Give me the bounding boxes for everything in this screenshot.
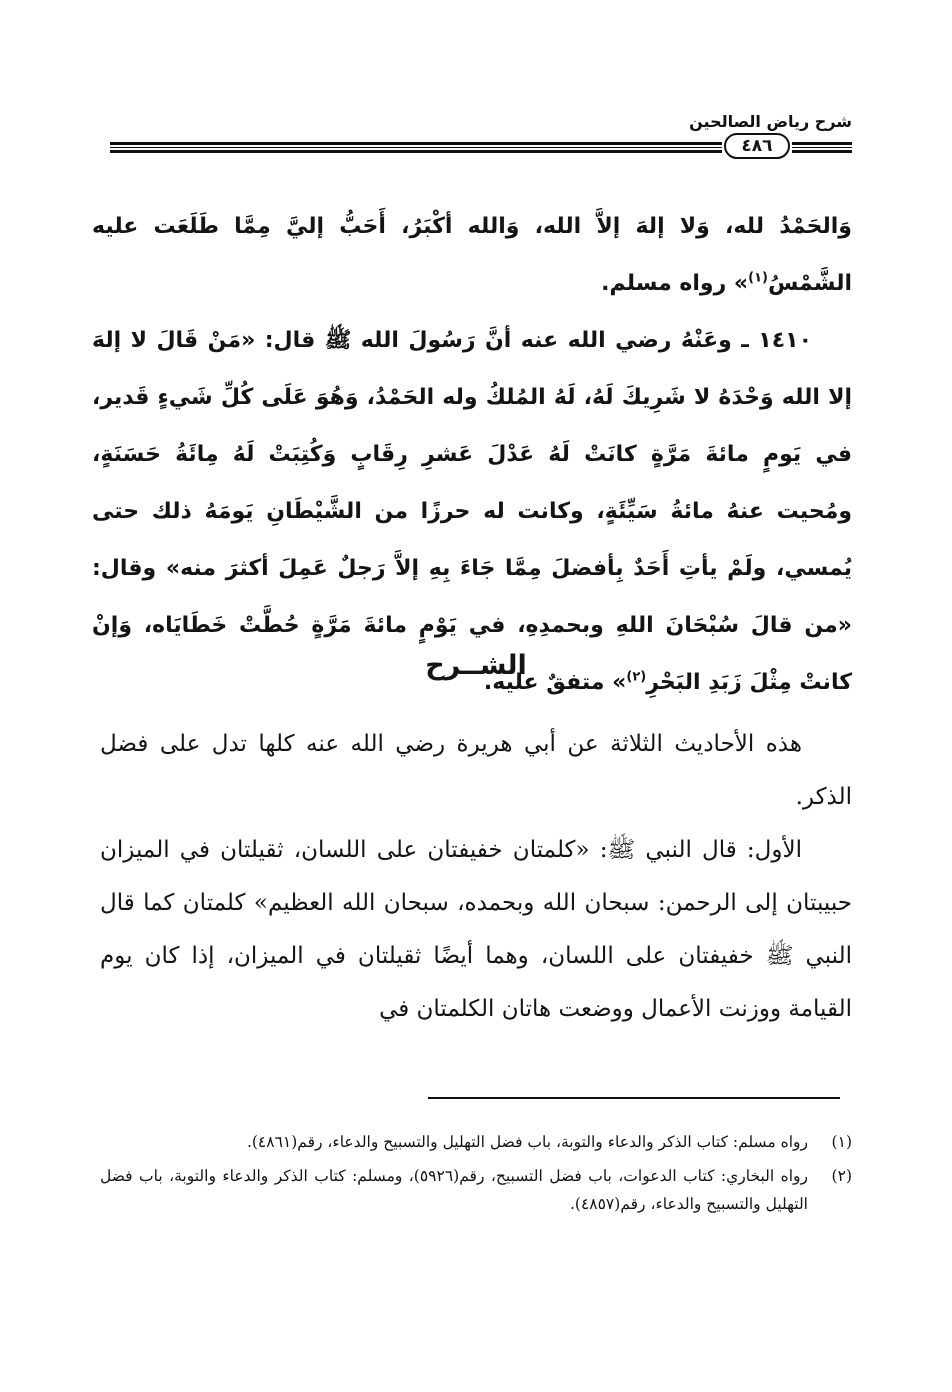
footnote-divider — [428, 1097, 840, 1099]
footnote-number: (١) — [831, 1133, 852, 1151]
footnote-text: رواه البخاري: كتاب الدعوات، باب فضل التسبيح، رقم(٥٩٢٦)، ومسلم: كتاب الذكر والدعاء والتوبة، باب فضل التهليل والتسبيح والدعاء، رقم(٤٨٥٧). — [100, 1167, 808, 1213]
footnotes — [100, 1128, 852, 1224]
header-rule-right — [792, 136, 852, 158]
book-title: شرح رياض الصالحين — [689, 112, 852, 131]
footnote-ref[interactable]: (٢) — [626, 669, 647, 685]
footnote-number: (٢) — [831, 1167, 852, 1185]
section-title: الشــرح — [425, 650, 527, 681]
commentary-paragraph: هذه الأحاديث الثلاثة عن أبي هريرة رضي الله عنه كلها تدل على فضل الذكر. — [100, 731, 852, 810]
footnote-item — [100, 1128, 852, 1156]
hadith-paragraph: وَالحَمْدُ لله، وَلا إلهَ إلاَّ الله، وَالله أكْبَرُ، أَحَبُّ إليَّ مِمَّا طَلَعَت عليه الشَّمْسُ$^{(١)}$» رواه مسلم. — [92, 214, 852, 296]
footnote-ref[interactable]: (١) — [748, 270, 768, 286]
page-number: ٤٨٦ — [724, 133, 790, 159]
hadith-paragraph: ١٤١٠ ـ وعَنْهُ رضي الله عنه أنَّ رَسُولَ الله ﷺ قال: «مَنْ قَالَ لا إلهَ إلا الله وَحْدَهُ لا شَرِيكَ لَهُ، لَهُ المُلكُ وله الحَمْدُ، وَهُوَ عَلَى كُلِّ شَيءٍ قَدير، في يَومٍ مائةَ مَرَّةٍ كانَتْ لَهُ عَدْلَ عَشرِ رِقَابٍ وَكُتِبَتْ لَهُ مِائَةُ حَسَنَةٍ، ومُحيت عنهُ مائةُ سَيِّئَةٍ، وكانت له حرزًا من الشَّيْطَانِ يَومَهُ ذلك حتى يُمسي، ولَمْ يأتِ أَحَدٌ بِأفضلَ مِمَّا جَاءَ بِهِ إلاَّ رَجلٌ عَمِلَ أكثرَ منه» وقال: «من قالَ سُبْحَانَ اللهِ وبحمدِهِ، في يَوْمٍ مائةَ مَرَّةٍ حُطَّتْ خَطَايَاه، وَإنْ كانتْ مِثْلَ زَبَدِ البَحْرِ$^{(٢)}$» متفقٌ عليه. — [92, 328, 852, 695]
commentary-text — [100, 718, 852, 1036]
header-rule-left — [110, 136, 722, 158]
commentary-paragraph: الأول: قال النبي ﷺ: «كلمتان خفيفتان على اللسان، ثقيلتان في الميزان حبيبتان إلى الرحمن: سبحان الله وبحمده، سبحان الله العظيم» كلمتان كما قال النبي ﷺ خفيفتان على اللسان، وهما أيضًا ثقيلتان في الميزان، إذا كان يوم القيامة ووزنت الأعمال ووضعت هاتان الكلمتان في — [100, 837, 852, 1022]
footnote-text: رواه مسلم: كتاب الذكر والدعاء والتوبة، باب فضل التهليل والتسبيح والدعاء، رقم(٤٨٦١). — [246, 1133, 808, 1151]
hadith-text — [92, 198, 852, 711]
footnote-item — [100, 1162, 852, 1218]
